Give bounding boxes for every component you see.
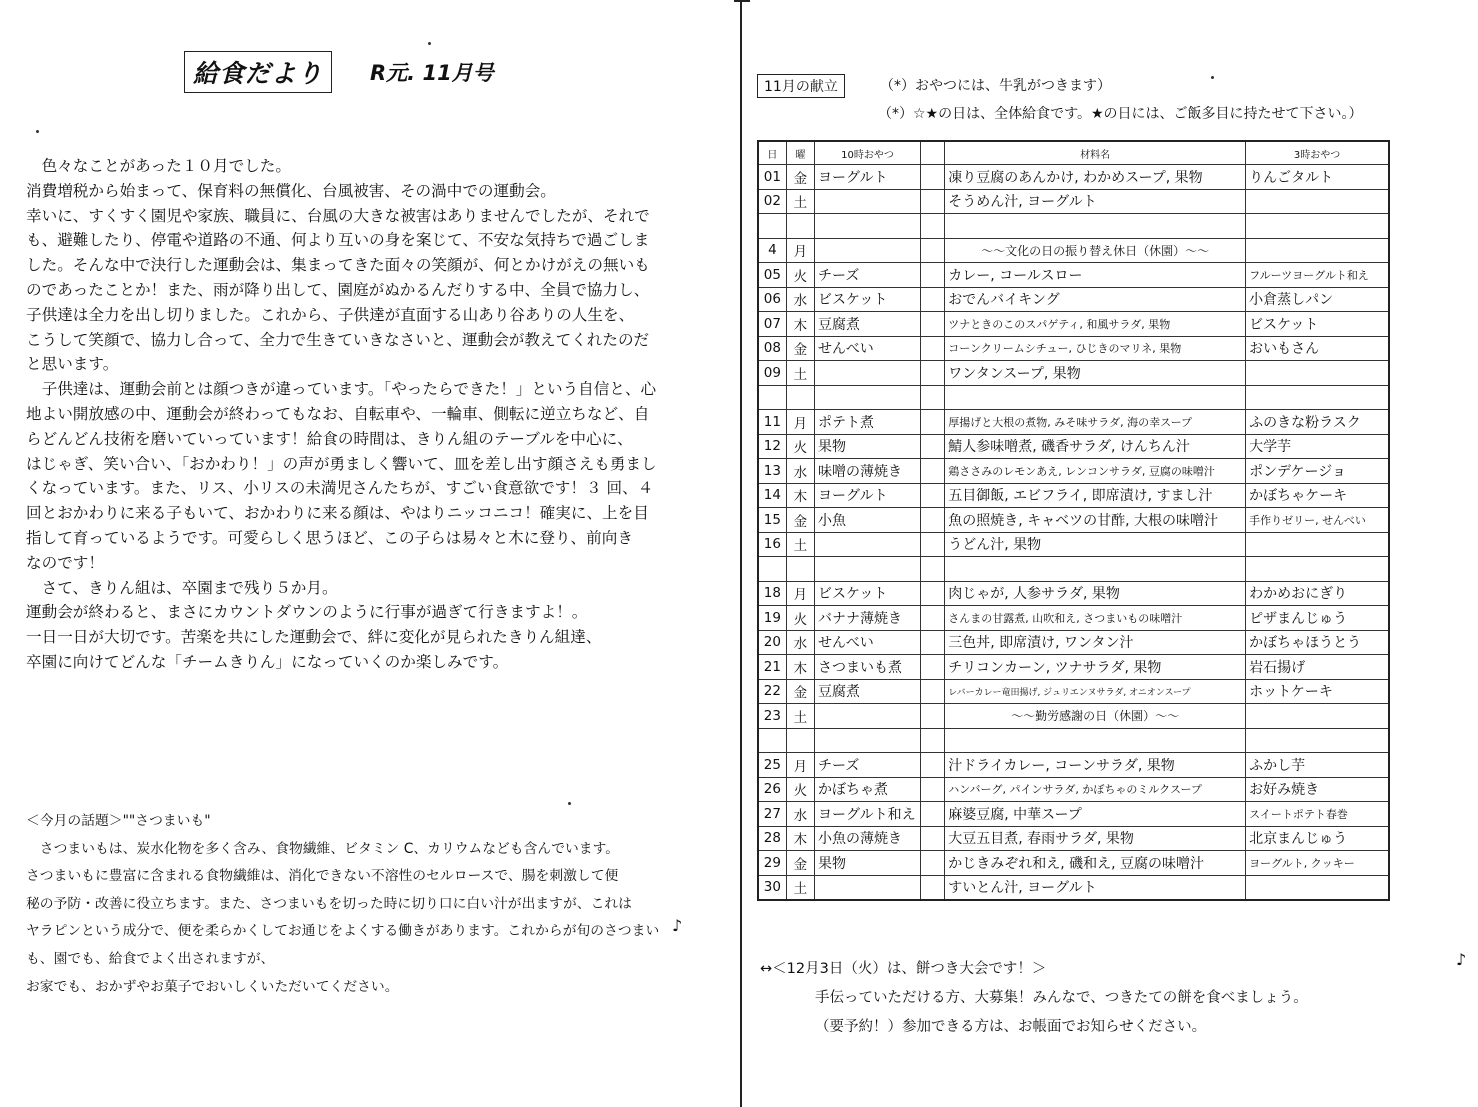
day-cell: 29 [758,851,786,876]
body-line: 消費増税から始まって、保育料の無償化、台風被害、その渦中での運動会。 [26,181,556,200]
weekday-cell: 金 [786,851,814,876]
weekday-cell [786,557,814,582]
day-cell: 20 [758,630,786,655]
snack10-cell: ヨーグルト [815,165,921,190]
spacer-cell [921,728,945,753]
snack3-cell: わかめおにぎり [1246,581,1389,606]
snack3-cell [1246,238,1389,263]
spacer-cell [921,802,945,827]
body-line: 卒園に向けてどんな「チームきりん」になっていくのか楽しみです。 [26,652,509,671]
day-cell: 11 [758,410,786,435]
menu-row [758,238,1389,263]
ingredients-cell [945,728,1246,753]
snack3-cell [1246,557,1389,582]
weekday-cell: 土 [786,532,814,557]
snack10-cell: かぼちゃ煮 [815,777,921,802]
notice-section [760,955,1308,1042]
snack10-cell [815,385,921,410]
weekday-cell: 火 [786,606,814,631]
ingredients-cell: おでんバイキング [945,287,1246,312]
ingredients-cell: ワンタンスープ, 果物 [945,361,1246,386]
menu-row [758,263,1389,288]
spacer-cell [921,875,945,900]
snack10-cell: ビスケット [815,287,921,312]
ingredients-cell: チリコンカーン, ツナサラダ, 果物 [945,655,1246,680]
body-line: くなっています。また、リス、小リスの未満児さんたちが、すごい食意欲です！３ 回、４ [26,479,654,498]
ingredients-cell: さんまの甘露煮, 山吹和え, さつまいもの味噌汁 [945,606,1246,631]
notice-line-2: 手伝っていただける方、大募集！みんなで、つきたての餅を食べましょう。 [815,990,1308,1006]
day-cell: 16 [758,532,786,557]
ingredients-cell: ハンバーグ, パインサラダ, かぼちゃのミルクスープ [945,777,1246,802]
header-snack10: 10時おやつ [815,141,921,165]
ingredients-cell: うどん汁, 果物 [945,532,1246,557]
menu-row [758,385,1389,410]
snack10-cell [815,704,921,729]
ingredients-cell: 凍り豆腐のあんかけ, わかめスープ, 果物 [945,165,1246,190]
ingredients-cell: コーンクリームシチュー, ひじきのマリネ, 果物 [945,336,1246,361]
spacer-cell [921,655,945,680]
day-cell: 14 [758,483,786,508]
spacer-cell [921,508,945,533]
day-cell [758,728,786,753]
snack3-cell [1246,875,1389,900]
scan-mark: ♪ [672,916,683,935]
snack10-cell: せんべい [815,336,921,361]
spacer-cell [921,165,945,190]
newsletter-title: 給食だより [184,51,332,93]
snack10-cell: 豆腐煮 [815,312,921,337]
topic-heading: ＜今月の話題＞""さつまいも" [26,813,211,829]
weekday-cell: 水 [786,287,814,312]
day-cell: 25 [758,753,786,778]
body-text [26,154,676,675]
day-cell: 13 [758,459,786,484]
notice-line-1: ↔＜12月3日（火）は、餅つき大会です！＞ [760,961,1047,977]
weekday-cell [786,728,814,753]
day-cell: 18 [758,581,786,606]
weekday-cell: 火 [786,777,814,802]
weekday-cell: 月 [786,581,814,606]
page-divider [740,0,742,1107]
spacer-cell [921,581,945,606]
menu-row [758,655,1389,680]
header-weekday: 曜 [786,141,814,165]
menu-row [758,851,1389,876]
menu-row [758,361,1389,386]
snack10-cell: 豆腐煮 [815,679,921,704]
menu-row [758,581,1389,606]
menu-row [758,728,1389,753]
day-cell: 19 [758,606,786,631]
body-line: も、避難したり、停電や道路の不通、何より互いの身を案じて、不安な気持ちで過ごしま [26,231,650,250]
menu-row [758,410,1389,435]
weekday-cell: 木 [786,312,814,337]
ingredients-cell: レバーカレー竜田揚げ, ジュリエンヌサラダ, オニオンスープ [945,679,1246,704]
snack10-cell [815,214,921,239]
day-cell: 27 [758,802,786,827]
menu-row [758,189,1389,214]
day-cell: 23 [758,704,786,729]
snack3-cell [1246,532,1389,557]
spacer-cell [921,826,945,851]
snack3-cell [1246,385,1389,410]
snack10-cell: 味噌の薄焼き [815,459,921,484]
weekday-cell: 月 [786,238,814,263]
snack3-cell: ふかし芋 [1246,753,1389,778]
day-cell: 28 [758,826,786,851]
weekday-cell: 水 [786,459,814,484]
snack3-cell: フルーツヨーグルト和え [1246,263,1389,288]
menu-table [757,140,1390,901]
snack3-cell [1246,361,1389,386]
day-cell: 15 [758,508,786,533]
body-line: のであったことか！また、雨が降り出して、園庭がぬかるんだりする中、全員で協力し、 [26,280,650,299]
weekday-cell: 水 [786,802,814,827]
header-snack3: 3時おやつ [1246,141,1389,165]
spacer-cell [921,557,945,582]
snack3-cell: ピザまんじゅう [1246,606,1389,631]
menu-row [758,165,1389,190]
snack3-cell: 小倉蒸しパン [1246,287,1389,312]
speck [36,130,39,133]
snack3-cell: 手作りゼリー, せんべい [1246,508,1389,533]
day-cell: 30 [758,875,786,900]
topic-lines [26,836,696,1002]
menu-row [758,214,1389,239]
snack10-cell: 果物 [815,434,921,459]
snack3-cell: おいもさん [1246,336,1389,361]
weekday-cell: 土 [786,361,814,386]
body-line: らどんどん技術を磨いていっています！給食の時間は、きりん組のテーブルを中心に、 [26,429,633,448]
ingredients-cell [945,557,1246,582]
menu-row [758,679,1389,704]
spacer-cell [921,851,945,876]
day-cell: 06 [758,287,786,312]
weekday-cell [786,385,814,410]
snack3-cell: 岩石揚げ [1246,655,1389,680]
ingredients-cell [945,214,1246,239]
ingredients-cell: ～～勤労感謝の日（休園）～～ [945,704,1246,729]
menu-row [758,704,1389,729]
body-line: 幸いに、すくすく園児や家族、職員に、台風の大きな被害はありませんでしたが、それで [26,206,650,225]
snack3-cell: ビスケット [1246,312,1389,337]
spacer-cell [921,704,945,729]
snack3-cell: ふのきな粉ラスク [1246,410,1389,435]
weekday-cell: 金 [786,679,814,704]
menu-note-2: （*）☆★の日は、全体給食です。★の日には、ご飯多目に持たせて下さい。） [878,106,1363,122]
day-cell [758,557,786,582]
snack10-cell [815,875,921,900]
menu-row [758,483,1389,508]
left-page [0,0,735,1107]
ingredients-cell: 厚揚げと大根の煮物, みそ味サラダ, 海の幸スープ [945,410,1246,435]
snack10-cell: バナナ薄焼き [815,606,921,631]
menu-row [758,630,1389,655]
snack3-cell: かぼちゃケーキ [1246,483,1389,508]
weekday-cell: 火 [786,434,814,459]
snack3-cell [1246,189,1389,214]
menu-body [758,165,1389,901]
menu-row [758,875,1389,900]
issue-label: R元. 11月号 [370,61,494,85]
weekday-cell: 月 [786,410,814,435]
menu-row [758,802,1389,827]
topic-line: お家でも、おかずやお菓子でおいしくいただいてください。 [26,978,399,995]
spacer-cell [921,189,945,214]
snack10-cell [815,361,921,386]
weekday-cell [786,214,814,239]
day-cell: 12 [758,434,786,459]
day-cell: 22 [758,679,786,704]
ingredients-cell: 鶏ささみのレモンあえ, レンコンサラダ, 豆腐の味噌汁 [945,459,1246,484]
speck [1211,76,1214,79]
weekday-cell: 木 [786,826,814,851]
ingredients-cell: 三色丼, 即席漬け, ワンタン汁 [945,630,1246,655]
speck [428,42,431,45]
ingredients-cell: 汁ドライカレー, コーンサラダ, 果物 [945,753,1246,778]
snack3-cell: かぼちゃほうとう [1246,630,1389,655]
menu-row [758,508,1389,533]
day-cell: 26 [758,777,786,802]
snack10-cell [815,238,921,263]
weekday-cell: 土 [786,875,814,900]
snack10-cell: チーズ [815,753,921,778]
ingredients-cell: 鯖人参味噌煮, 磯香サラダ, けんちん汁 [945,434,1246,459]
ingredients-cell: 肉じゃが, 人参サラダ, 果物 [945,581,1246,606]
snack3-cell: りんごタルト [1246,165,1389,190]
snack10-cell [815,557,921,582]
body-line: なのです！ [26,553,104,572]
day-cell [758,214,786,239]
spacer-cell [921,410,945,435]
snack10-cell [815,728,921,753]
spacer-cell [921,214,945,239]
ingredients-cell: 大豆五目煮, 春雨サラダ, 果物 [945,826,1246,851]
body-line: した。そんな中で決行した運動会は、集まってきた面々の笑顔が、何とかけがえの無いも [26,256,650,275]
menu-row [758,459,1389,484]
ingredients-cell: そうめん汁, ヨーグルト [945,189,1246,214]
spacer-cell [921,336,945,361]
snack3-cell: ホットケーキ [1246,679,1389,704]
body-line: 色々なことがあった１０月でした。 [26,157,291,175]
spacer-cell [921,263,945,288]
weekday-cell: 金 [786,508,814,533]
ingredients-cell: ～～文化の日の振り替え休日（休園）～～ [945,238,1246,263]
snack10-cell: ヨーグルト和え [815,802,921,827]
topic-line: ヤラピンという成分で、便を柔らかくしてお通じをよくする働きがあります。これからが旬のさつまい [26,923,660,940]
day-cell: 09 [758,361,786,386]
snack3-cell: ポンデケージョ [1246,459,1389,484]
ingredients-cell: すいとん汁, ヨーグルト [945,875,1246,900]
day-cell: 08 [758,336,786,361]
menu-row [758,606,1389,631]
day-cell: 05 [758,263,786,288]
body-line: 地よい開放感の中、運動会が終わってもなお、自転車や、一輪車、側転に逆立ちなど、自 [26,404,650,423]
snack3-cell: 大学芋 [1246,434,1389,459]
ingredients-cell [945,385,1246,410]
spacer-cell [921,483,945,508]
snack3-cell [1246,728,1389,753]
header-day: 日 [758,141,786,165]
snack10-cell: ポテト煮 [815,410,921,435]
ingredients-cell: かじきみぞれ和え, 磯和え, 豆腐の味噌汁 [945,851,1246,876]
weekday-cell: 水 [786,630,814,655]
snack3-cell [1246,214,1389,239]
spacer-cell [921,753,945,778]
body-line: 子供達は全力を出し切りました。これから、子供達が直面する山あり谷ありの人生を、 [26,305,635,324]
spacer-cell [921,777,945,802]
weekday-cell: 木 [786,655,814,680]
menu-title: 11月の献立 [757,74,845,98]
header-spacer [921,141,945,165]
ingredients-cell: カレー, コールスロー [945,263,1246,288]
spacer-cell [921,434,945,459]
snack10-cell: 小魚 [815,508,921,533]
ingredients-cell: 麻婆豆腐, 中華スープ [945,802,1246,827]
body-line: 運動会が終わると、まさにカウントダウンのように行事が過ぎて行きますよ！。 [26,603,588,622]
weekday-cell: 土 [786,189,814,214]
menu-header-row [758,141,1389,165]
weekday-cell: 土 [786,704,814,729]
topic-line: も、園でも、給食でよく出されますが、 [26,950,275,967]
notice-line-3: （要予約！）参加できる方は、お帳面でお知らせください。 [815,1019,1207,1035]
spacer-cell [921,287,945,312]
day-cell: 4 [758,238,786,263]
menu-row [758,336,1389,361]
spacer-cell [921,630,945,655]
body-line: さて、きりん組は、卒園まで残り５か月。 [26,578,338,597]
menu-row [758,312,1389,337]
day-cell: 01 [758,165,786,190]
snack10-cell: さつまいも煮 [815,655,921,680]
snack3-cell: ヨーグルト, クッキー [1246,851,1389,876]
menu-row [758,753,1389,778]
spacer-cell [921,606,945,631]
body-line: 回とおかわりに来る子もいて、おかわりに来る顔は、やはりニッコニコ！確実に、上を目 [26,504,649,523]
spacer-cell [921,532,945,557]
menu-row [758,434,1389,459]
day-cell: 07 [758,312,786,337]
body-line: 子供達は、運動会前とは顔つきが違っています。「やったらできた！」という自信と、心 [26,380,657,399]
weekday-cell: 木 [786,483,814,508]
snack10-cell [815,189,921,214]
body-line: と思います。 [26,355,119,374]
ingredients-cell: 五目御飯, エビフライ, 即席漬け, すまし汁 [945,483,1246,508]
snack10-cell: 小魚の薄焼き [815,826,921,851]
snack10-cell: チーズ [815,263,921,288]
topic-line: 秘の予防・改善に役立ちます。また、さつまいもを切った時に切り口に白い汁が出ますが、これは [26,895,632,912]
snack10-cell [815,532,921,557]
menu-row [758,777,1389,802]
menu-row [758,532,1389,557]
snack3-cell: 北京まんじゅう [1246,826,1389,851]
snack10-cell: ビスケット [815,581,921,606]
menu-note-1: （*）おやつには、牛乳がつきます） [880,78,1111,94]
menu-row [758,826,1389,851]
spacer-cell [921,361,945,386]
body-line: はじゃぎ、笑い合い、「おかわり！」の声が勇ましく響いて、皿を差し出す顔さえも勇まし [26,454,657,473]
snack10-cell: せんべい [815,630,921,655]
weekday-cell: 金 [786,165,814,190]
menu-row [758,557,1389,582]
menu-row [758,287,1389,312]
weekday-cell: 火 [786,263,814,288]
header-ingredients: 材料名 [945,141,1246,165]
ingredients-cell: ツナときのこのスパゲティ, 和風サラダ, 果物 [945,312,1246,337]
topic-line: さつまいもは、炭水化物を多く含み、食物繊維、ビタミン C、カリウムなども含んでいます。 [26,840,620,857]
day-cell [758,385,786,410]
snack3-cell: スイートポテト春巻 [1246,802,1389,827]
day-cell: 21 [758,655,786,680]
snack3-cell: お好み焼き [1246,777,1389,802]
spacer-cell [921,238,945,263]
weekday-cell: 月 [786,753,814,778]
snack10-cell: 果物 [815,851,921,876]
spacer-cell [921,385,945,410]
page-divider-tick [734,0,750,2]
body-line: 指して育っているようです。可愛らしく思うほど、この子らは易々と木に登り、前向き [26,528,633,547]
topic-line: さつまいもに豊富に含まれる食物繊維は、消化できない不溶性のセルロースで、腸を刺激して便 [26,868,619,885]
spacer-cell [921,679,945,704]
speck [568,802,571,805]
topic-section [26,808,696,1001]
day-cell: 02 [758,189,786,214]
scan-mark: ♪ [1456,950,1467,969]
body-line: こうして笑顔で、協力し合って、全力で生きていきなさいと、運動会が教えてくれたのだ [26,330,650,349]
spacer-cell [921,312,945,337]
snack10-cell: ヨーグルト [815,483,921,508]
body-line: 一日一日が大切です。苦楽を共にした運動会で、絆に変化が見られたきりん組達、 [26,628,602,647]
spacer-cell [921,459,945,484]
snack3-cell [1246,704,1389,729]
weekday-cell: 金 [786,336,814,361]
ingredients-cell: 魚の照焼き, キャベツの甘酢, 大根の味噌汁 [945,508,1246,533]
